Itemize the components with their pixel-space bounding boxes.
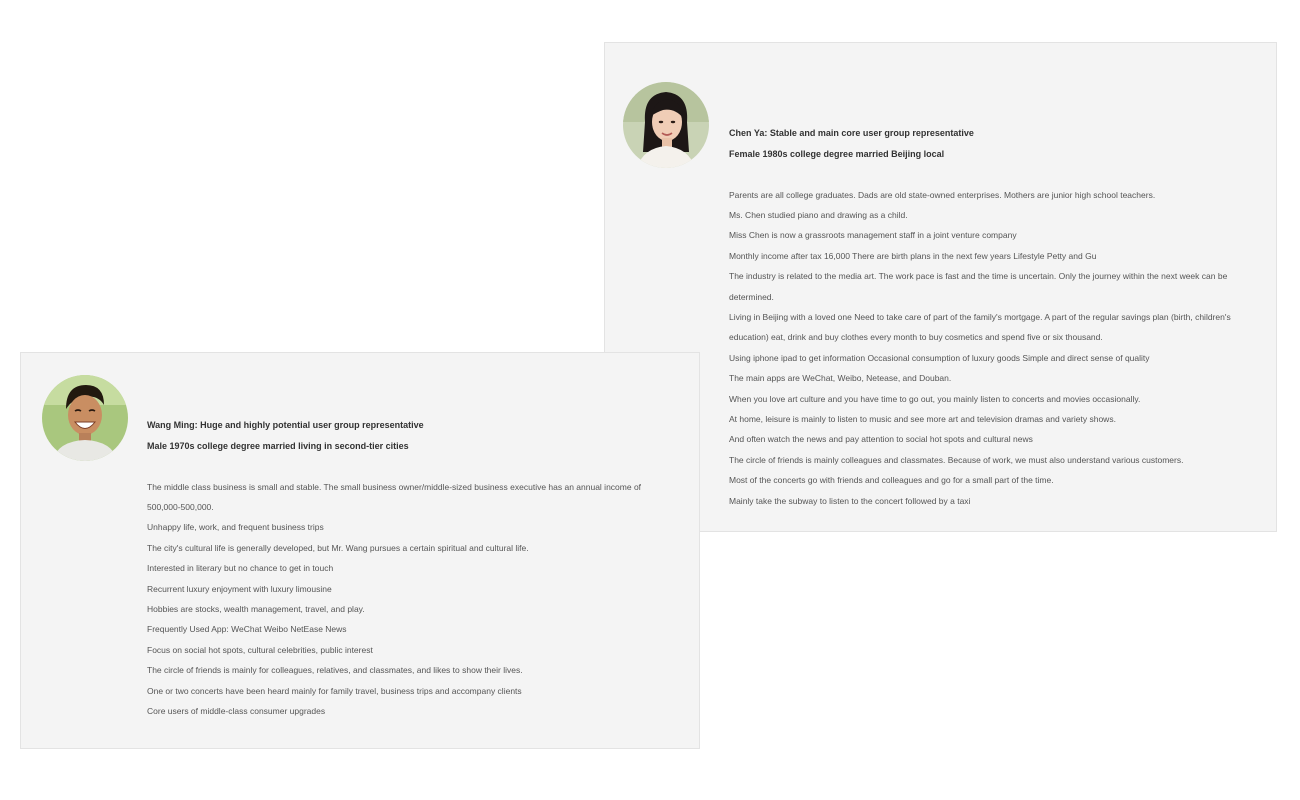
persona-line: Most of the concerts go with friends and colleagues and go for a small part of the time. (729, 475, 1054, 486)
persona-title: Chen Ya: Stable and main core user group representative (729, 128, 974, 138)
persona-line: Mainly take the subway to listen to the concert followed by a taxi (729, 495, 971, 506)
persona-line: Living in Beijing with a loved one Need to take care of part of the family's mortgage. A part of the regular savings plan (birth, children's (729, 311, 1231, 322)
persona-title: Wang Ming: Huge and highly potential user group representative (147, 420, 424, 430)
avatar-wang-ming (42, 375, 128, 461)
persona-line: Miss Chen is now a grassroots management staff in a joint venture company (729, 230, 1017, 241)
persona-line: And often watch the news and pay attention to social hot spots and cultural news (729, 434, 1033, 445)
persona-subtitle: Female 1980s college degree married Beijing local (729, 148, 945, 159)
persona-line: Parents are all college graduates. Dads are old state-owned enterprises. Mothers are junior high school teachers. (729, 189, 1156, 200)
persona-line: Core users of middle-class consumer upgrades (147, 705, 326, 716)
persona-line: The circle of friends is mainly for colleagues, relatives, and classmates, and likes to show their lives. (147, 665, 523, 676)
persona-line: One or two concerts have been heard mainly for family travel, business trips and accompany clients (147, 685, 522, 696)
persona-line: The circle of friends is mainly colleagues and classmates. Because of work, we must also understand various customers. (729, 454, 1184, 465)
persona-line: Using iphone ipad to get information Occasional consumption of luxury goods Simple and direct sense of quality (729, 352, 1150, 363)
persona-text-chen-ya (729, 123, 1259, 511)
persona-line: Recurrent luxury enjoyment with luxury limousine (147, 583, 332, 594)
persona-line: Unhappy life, work, and frequent business trips (147, 522, 324, 533)
persona-text-wang-ming (147, 415, 677, 721)
persona-line: Interested in literary but no chance to get in touch (147, 563, 334, 574)
persona-line: Frequently Used App: WeChat Weibo NetEase News (147, 624, 347, 635)
avatar-chen-ya (623, 82, 709, 168)
persona-line: 500,000-500,000. (147, 501, 214, 512)
persona-line: Hobbies are stocks, wealth management, travel, and play. (147, 603, 365, 614)
persona-line: The industry is related to the media art. The work pace is fast and the time is uncertain. Only the journey within the next week can be (729, 271, 1228, 282)
persona-subtitle: Male 1970s college degree married living in second-tier cities (147, 440, 409, 451)
persona-line: Monthly income after tax 16,000 There are birth plans in the next few years Lifestyle Petty and Gu (729, 250, 1097, 261)
persona-line: At home, leisure is mainly to listen to music and see more art and television dramas and variety shows. (729, 413, 1116, 424)
persona-line: The main apps are WeChat, Weibo, Netease, and Douban. (729, 373, 952, 384)
persona-card-wang-ming (20, 352, 700, 749)
persona-line: The city's cultural life is generally developed, but Mr. Wang pursues a certain spiritual and cultural life. (147, 542, 529, 553)
persona-line: When you love art culture and you have time to go out, you mainly listen to concerts and movies occasionally. (729, 393, 1141, 404)
persona-line: Focus on social hot spots, cultural celebrities, public interest (147, 644, 373, 655)
persona-line: determined. (729, 291, 774, 302)
persona-line: The middle class business is small and stable. The small business owner/middle-sized business executive has an annual income of (147, 481, 642, 492)
persona-line: education) eat, drink and buy clothes every month to buy cosmetics and spend five or six thousand. (729, 332, 1103, 343)
persona-line: Ms. Chen studied piano and drawing as a child. (729, 209, 908, 220)
persona-card-chen-ya (604, 42, 1277, 532)
